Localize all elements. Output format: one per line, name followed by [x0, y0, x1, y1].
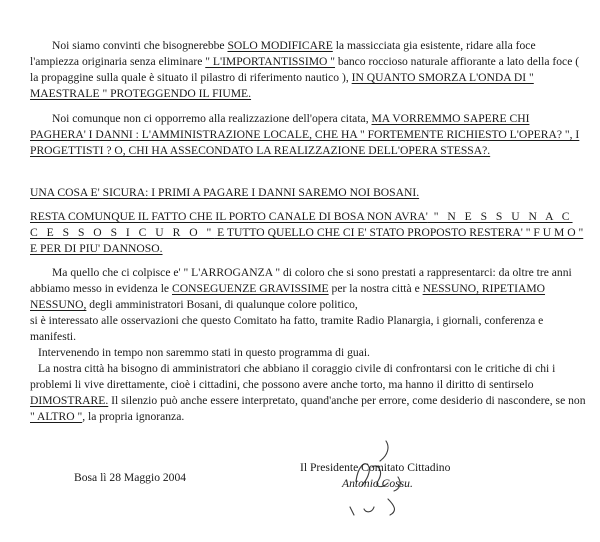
underlined-danni-question: MA VORREMMO SAPERE CHI PAGHERA' I DANNI : L'AMMINISTRAZIONE LOCALE, CHE HA " FORTEMENTE RICHIESTO L'OPERA? ", I PROGETTISTI ? O, CHI HA ASSECONDATO LA REALIZZAZIONE DELL'OPERA STESSA?. [30, 112, 580, 157]
paragraph-chi-paghera: Noi comunque non ci opporremo alla realizzazione dell'opera citata, MA VORREMMO SAPERE CHI PAGHERA' I DANNI : L'AMMINISTRAZIONE LOCALE, CHE HA " FORTEMENTE RICHIESTO L'OPERA? ", I PROGETTISTI ? O, CHI HA ASSECONDATO LA REALIZZAZIONE DELL'OPERA STESSA?. [30, 112, 580, 157]
paragraph-porto-canale: RESTA COMUNQUE IL FATTO CHE IL PORTO CANALE DI BOSA NON AVRA' " N E S S U N A C C E S S O S I C U R O " E TUTTO QUELLO CHE CI E' STATO PROPOSTO RESTERA' " F U M O " E PER DI PIU' DANNOSO. [30, 210, 584, 255]
underlined-nessuno: NESSUNO, RIPETIAMO NESSUNO, [30, 282, 546, 311]
underlined-importantissimo: " L'IMPORTANTISSIMO " [205, 55, 336, 68]
president-title: Il Presidente Comitato Cittadino [300, 461, 451, 474]
paragraph-arroganza: Ma quello che ci colpisce e' " L'ARROGANZA " di coloro che si sono prestati a rappresentarci: da oltre tre anni abbiamo messo in evidenza le CONSEGUENZE GRAVISSIME per la nostra città e NESSUNO, RIPETIAMO NESSUNO, degli amministratori Bosani, di qualunque colore politico, si è interessato alle osservazioni che questo Comitato ha fatto, tramite Radio Planargia, i giornali, conferenza e manifesti. Intervenendo in tempo non saremmo stati in questo programma di guai. La nostra città ha bisogno di amministratori che abbiano il coraggio civile di confrontarsi con le critiche di chi i problemi li vive direttamente, cioè i cittadini, che possono avere anche torto, ma hanno il diritto di sentirselo DIMOSTRARE. Il silenzio può anche essere interpretato, quand'anche per errore, come desiderio di nascondere, se non " ALTRO ", la propria ignoranza. [30, 266, 586, 423]
paragraph-cosa-sicura [30, 185, 586, 201]
underlined-dimostrare: DIMOSTRARE. [30, 394, 109, 407]
underlined-nessun-accesso: " N E S S U N A C C E S S O S I C U R O " [30, 210, 573, 239]
paragraph-massicciata: Noi siamo convinti che bisognerebbe SOLO MODIFICARE la massicciata gia esistente, ridare alla foce l'ampiezza originaria senza eliminare " L'IMPORTANTISSIMO " banco roccioso naturale affiorante a lato della foce ( la propaggine sulla quale è situato il pilastro di riferimento nautico ), IN QUANTO SMORZA L'ONDA DI " MAESTRALE " PROTEGGENDO IL FIUME. [30, 39, 580, 100]
underlined-smorza-onda: IN QUANTO SMORZA L'ONDA DI " MAESTRALE " PROTEGGENDO IL FIUME. [30, 71, 534, 100]
president-name: Antonio Cossu. [342, 477, 413, 490]
underlined-solo-modificare: SOLO MODIFICARE [227, 39, 333, 52]
underlined-conseguenze: CONSEGUENZE GRAVISSIME [171, 282, 329, 295]
letter-date: Bosa lì 28 Maggio 2004 [74, 471, 187, 484]
underlined-cosa-sicura: UNA COSA E' SICURA: I PRIMI A PAGARE I DANNI SAREMO NOI BOSANI. [30, 186, 420, 199]
underlined-altro: " ALTRO " [30, 410, 83, 423]
